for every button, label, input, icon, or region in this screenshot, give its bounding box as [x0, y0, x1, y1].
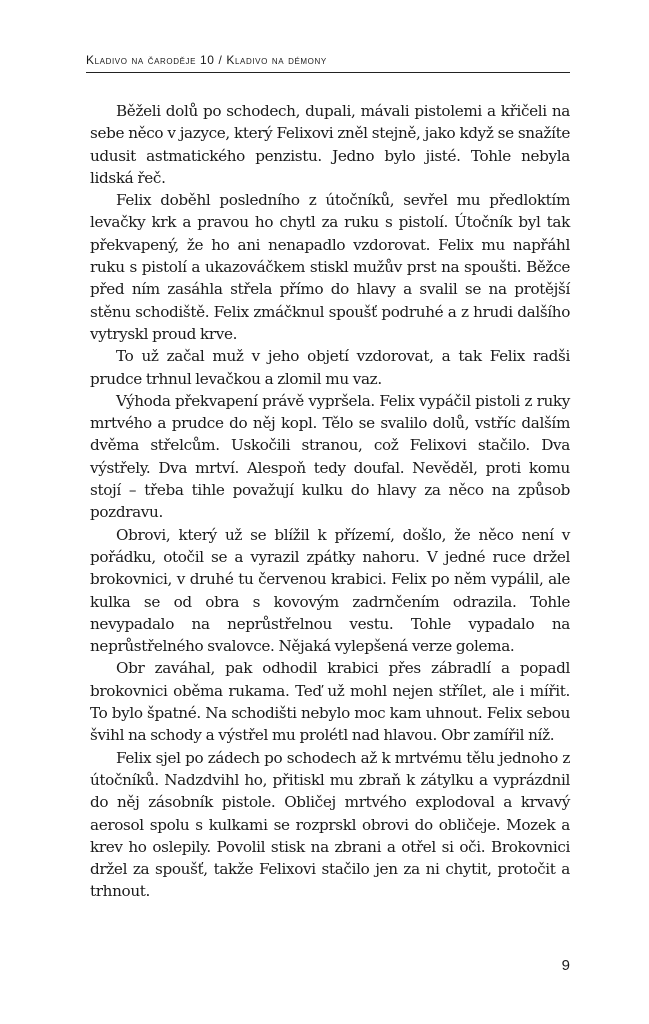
header-rule — [86, 72, 570, 73]
paragraph: Běželi dolů po schodech, dupali, mávali pistolemi a křičeli na sebe něco v jazyce, který Felixovi zněl stejně, jako když se snažíte udusit astmatického penzistu. Jedno bylo jisté. Tohle nebyla lidská řeč. — [90, 102, 570, 187]
page-number: 9 — [561, 957, 570, 974]
paragraph: Felix sjel po zádech po schodech až k mrtvému tělu jednoho z útočníků. Nadzdvihl ho, přitiskl mu zbraň k zátylku a vyprázdnil do něj zásobník pistole. Obličej mrtvého explodoval a krvavý aerosol spolu s kulkami se rozprskl obrovi do obličeje. Mozek a krev ho oslepily. Povolil stisk na zbrani a otřel si oči. Brokovnici držel za spoušť, takže Felixovi stačilo jen za ni chytit, protočit a trhnout. — [90, 748, 570, 901]
paragraph: Obrovi, který už se blížil k přízemí, došlo, že něco není v pořádku, otočil se a vyrazil zpátky nahoru. V jedné ruce držel brokovnici, v druhé tu červenou krabici. Felix po něm vypálil, ale kulka se od obra s kovovým zadrnčením odrazila. Tohle nevypadalo na neprůstřelnou vestu. Tohle vypadalo na neprůstřelného svalovce. Nějaká vylepšená verze golema. — [90, 525, 570, 656]
paragraph: Obr zaváhal, pak odhodil krabici přes zábradlí a popadl brokovnici oběma rukama. Teď už mohl nejen střílet, ale i mířit. To bylo špatné. Na schodišti nebylo moc kam uhnout. Felix sebou švihl na schody a výstřel mu prolétl nad hlavou. Obr zamířil níž. — [90, 659, 570, 745]
running-header: Kladivo na čaroděje 10 / Kladivo na démony — [86, 53, 327, 67]
paragraph: Felix doběhl posledního z útočníků, sevřel mu předloktím levačky krk a pravou ho chytl za ruku s pistolí. Útočník byl tak překvapený, že ho ani nenapadlo vzdorovat. Felix mu napřáhl ruku s pistolí a ukazováčkem stiskl mužův prst na spoušti. Běžce před ním zasáhla střela přímo do hlavy a svalil se na protější stěnu schodiště. Felix zmáčknul spoušť podruhé a z hrudi dalšího vytryskl proud krve. — [90, 191, 570, 343]
paragraph: To už začal muž v jeho objetí vzdorovat, a tak Felix radši prudce trhnul levačkou a zlomil mu vaz. — [90, 347, 570, 388]
paragraph: Výhoda překvapení právě vypršela. Felix vypáčil pistoli z ruky mrtvého a prudce do něj kopl. Tělo se svalilo dolů, vstříc dalším dvěma střelcům. Uskočili stranou, což Felixovi stačilo. Dva výstřely. Dva mrtví. Alespoň tedy doufal. Nevěděl, proti komu stojí – třeba tihle považují kulku do hlavy za něco na způsob pozdravu. — [90, 391, 570, 522]
body-text — [90, 100, 570, 903]
